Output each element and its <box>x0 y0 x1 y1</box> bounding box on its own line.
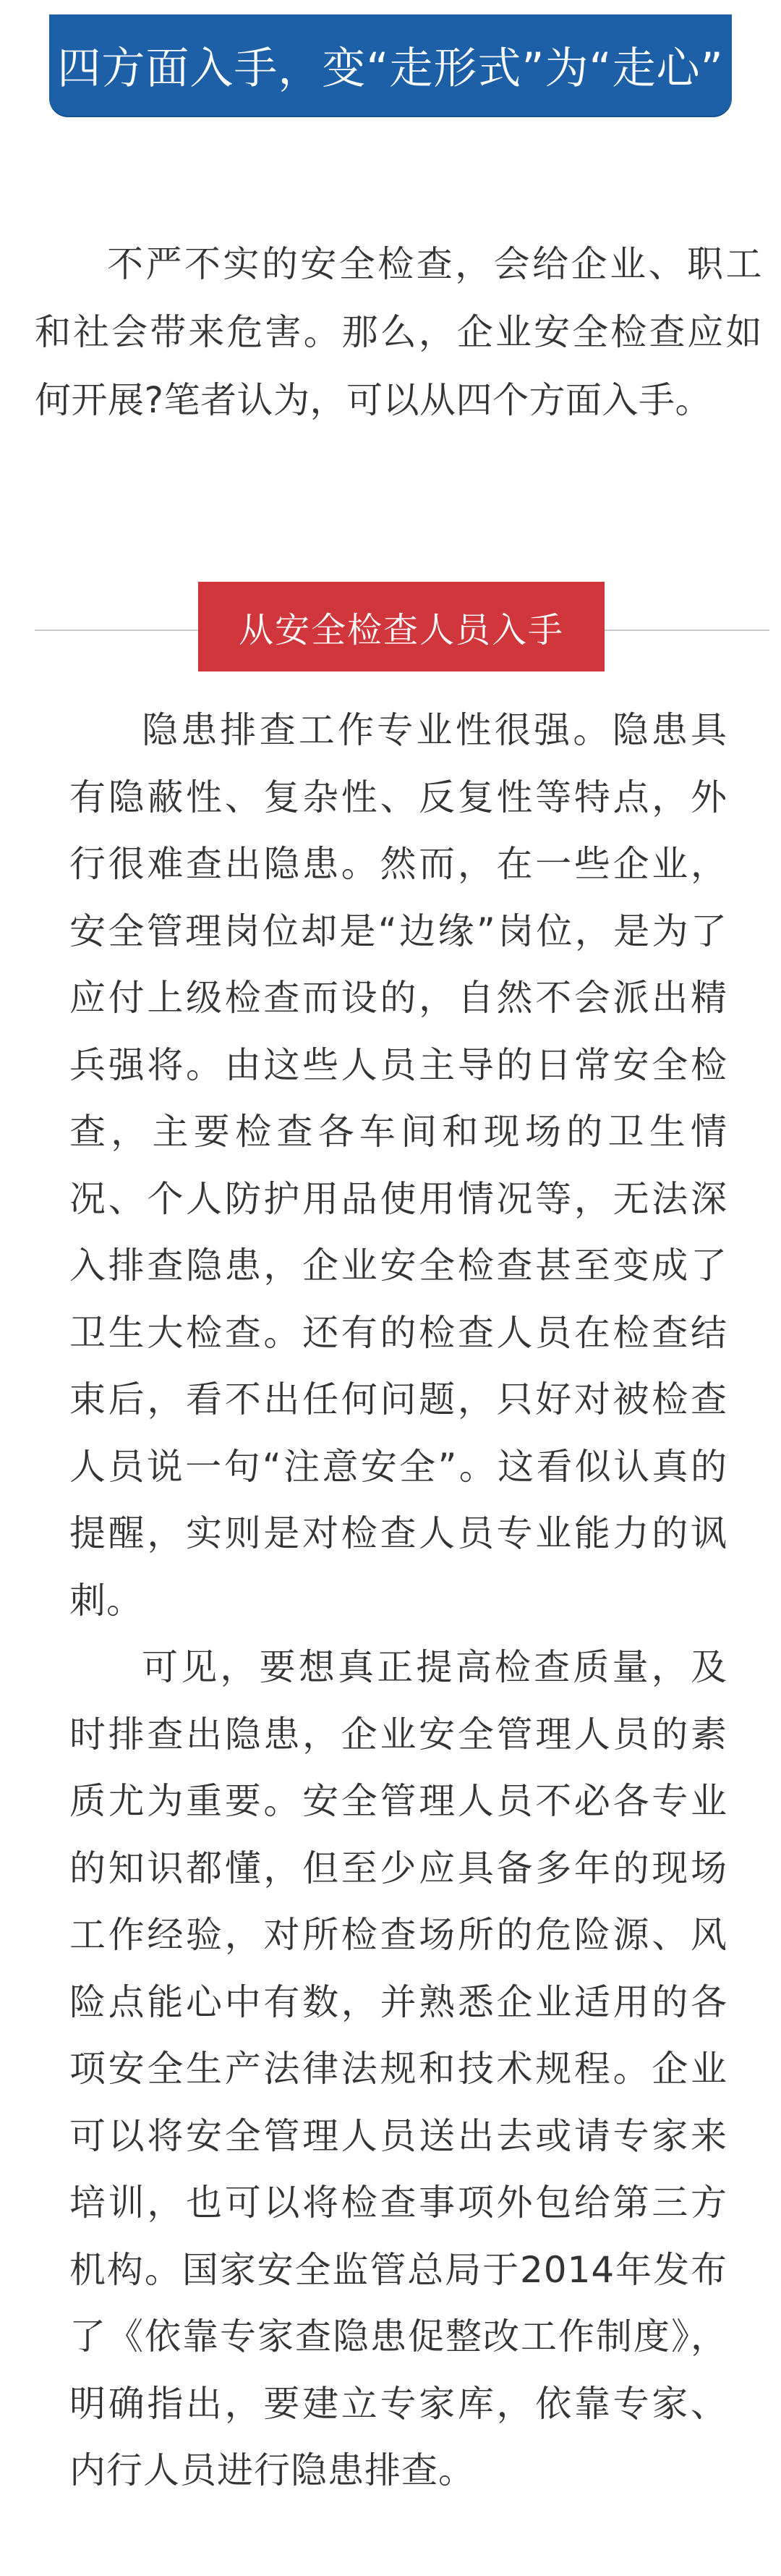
body-paragraph-1: 隐患排查工作专业性很强。隐患具有隐蔽性、复杂性、反复性等特点，外行很难查出隐患。然而，在一些企业，安全管理岗位却是“边缘”岗位，是为了应付上级检查而设的，自然不会派出精兵强将。由这些人员主导的日常安全检查，主要检查各车间和现场的卫生情况、个人防护用品使用情况等，无法深入排查隐患，企业安全检查甚至变成了卫生大检查。还有的检查人员在检查结束后，看不出任何问题，只好对被检查人员说一句“注意安全”。这看似认真的提醒，实则是对检查人员专业能力的讽刺。 <box>69 709 727 1622</box>
body-paragraph-2: 可见，要想真正提高检查质量，及时排查出隐患，企业安全管理人员的素质尤为重要。安全管理人员不必各专业的知识都懂，但至少应具备多年的现场工作经验，对所检查场所的危险源、风险点能心中有数，并熟悉企业适用的各项安全生产法律法规和技术规程。企业可以将安全管理人员送出去或请专家来培训，也可以将检查事项外包给第三方机构。国家安全监管总局于2014年发布了《依靠专家查隐患促整改工作制度》，明确指出，要建立专家库，依靠专家、内行人员进行隐患排查。 <box>69 1646 727 2491</box>
intro-paragraph: 不严不实的安全检查，会给企业、职工和社会带来危害。那么，企业安全检查应如何开展?笔者认为，可以从四个方面入手。 <box>35 243 762 421</box>
banner-title: 四方面入手，变“走形式”为“走心” <box>57 43 724 94</box>
section-heading <box>198 582 605 671</box>
article-banner <box>49 14 732 116</box>
section-title: 从安全检查人员入手 <box>238 609 564 651</box>
